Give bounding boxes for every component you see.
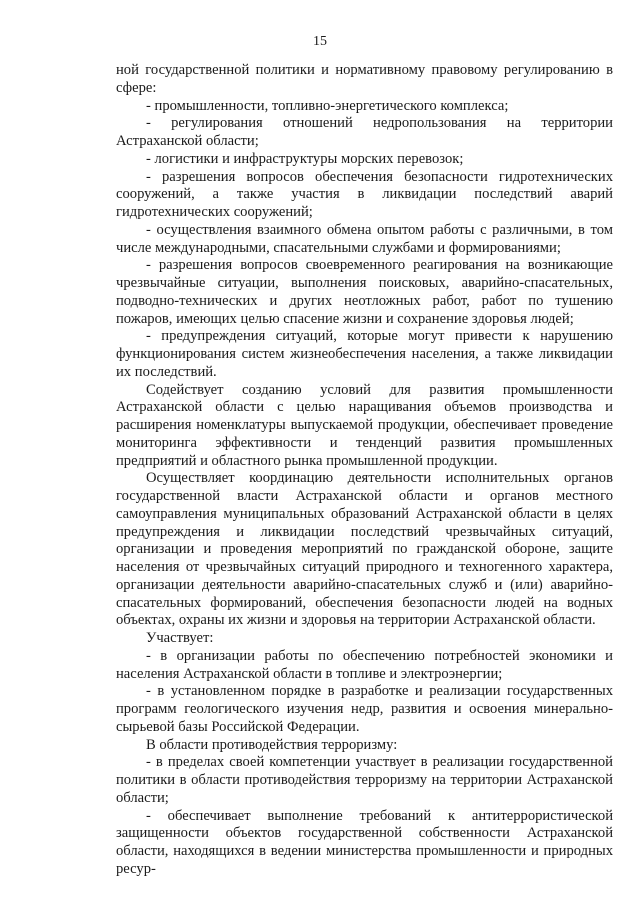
page-number: 15 bbox=[313, 34, 327, 49]
paragraph-coordination: Осуществляет координацию деятельности исполнительных органов государственной власти Астраханской области и органов местного самоуправления муниципальных образований Астраханской области в целях предупреждения и ликвидации последствий чрезвычайных ситуаций, организации и проведения мероприятий по гражданской обороне, защите населения от чрезвычайных ситуаций природного и техногенного характера, организации деятельности аварийно-спасательных служб и (или) аварийно-спасательных формирований, обеспечения безопасности людей на водных объектах, охраны их жизни и здоровья на территории Астраханской области. bbox=[116, 470, 613, 629]
list-item-prevention: - предупреждения ситуаций, которые могут привести к нарушению функционирования систем жизнеобеспечения населения, а также ликвидации их последствий. bbox=[116, 328, 613, 380]
list-item-logistics: - логистики и инфраструктуры морских перевозок; bbox=[146, 150, 464, 167]
list-item-exchange: - осуществления взаимного обмена опытом работы с различными, в том числе международными, спасательными службами и формированиями; bbox=[116, 221, 613, 256]
paragraph-continuation: ной государственной политики и нормативному правовому регулированию в сфере: bbox=[116, 62, 613, 96]
list-item-geology: - в установленном порядке в разработке и реализации государственных программ геологического изучения недр, развития и освоения минерально-сырьевой базы Российской Федерации. bbox=[116, 683, 613, 735]
list-item-antiterror-protection: - обеспечивает выполнение требований к антитеррористической защищенности объектов государственной собственности Астраханской области, находящихся в ведении министерства промышленности и природных ресур- bbox=[116, 807, 613, 877]
list-item-emergency: - разрешения вопросов своевременного реагирования на возникающие чрезвычайные ситуации, выполнения поисковых, аварийно-спасательных, подводно-технических и других неотложных работ, работ по тушению пожаров, имеющих целью спасение жизни и сохранение здоровья людей; bbox=[116, 257, 613, 327]
body-text bbox=[116, 62, 613, 879]
paragraph-participates: Участвует: bbox=[146, 630, 214, 646]
list-item-fuel: - в организации работы по обеспечению потребностей экономики и населения Астраханской области в топливе и электроэнергии; bbox=[116, 647, 613, 682]
list-item-terrorism-policy: - в пределах своей компетенции участвует в реализации государственной политики в области противодействия терроризму на территории Астраханской области; bbox=[116, 754, 613, 806]
list-item-industry: - промышленности, топливно-энергетического комплекса; bbox=[146, 97, 509, 114]
paragraph-promotes: Содействует созданию условий для развития промышленности Астраханской области с целью наращивания объемов производства и расширения номенклатуры выпускаемой продукции, обеспечивает проведение мониторинга эффективности и тенденций развития промышленных предприятий и областного рынка промышленной продукции. bbox=[116, 381, 613, 469]
paragraph-terrorism-heading: В области противодействия терроризму: bbox=[146, 736, 398, 753]
list-item-hydro: - разрешения вопросов обеспечения безопасности гидротехнических сооружений, а также участия в ликвидации последствий аварий гидротехнических сооружений; bbox=[116, 168, 613, 220]
list-item-subsoil: - регулирования отношений недропользования на территории Астраханской области; bbox=[116, 115, 613, 149]
